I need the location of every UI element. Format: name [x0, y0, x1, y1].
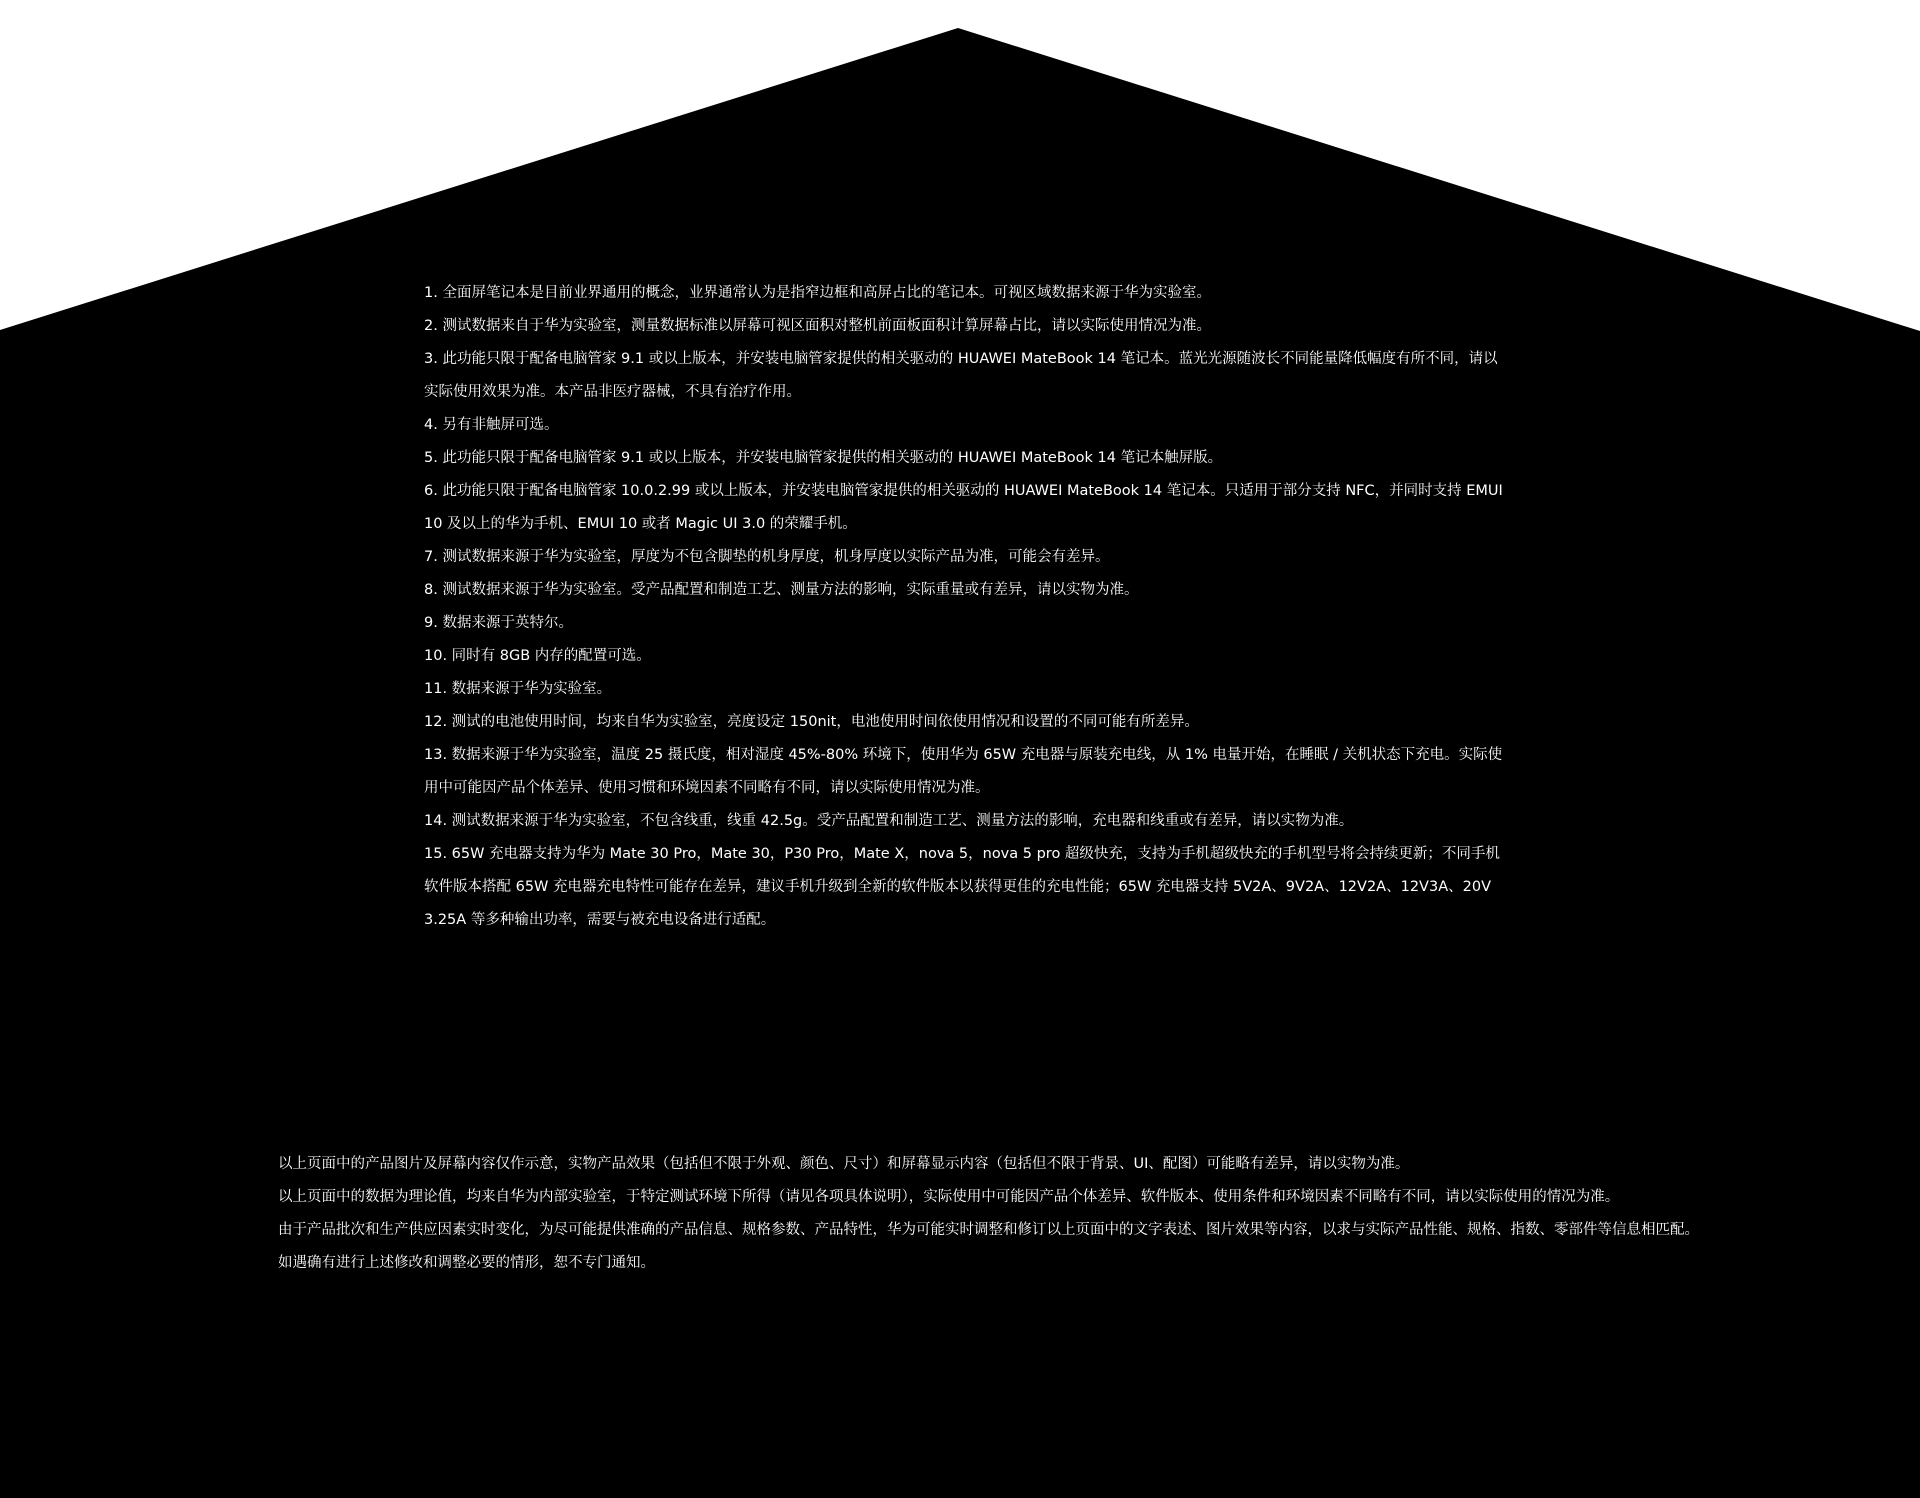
footnote-item: 14. 测试数据来源于华为实验室，不包含线重，线重 42.5g。受产品配置和制造工艺、测量方法的影响，充电器和线重或有差异，请以实物为准。	[424, 813, 1354, 829]
footnote-item: 5. 此功能只限于配备电脑管家 9.1 或以上版本，并安装电脑管家提供的相关驱动的 HUAWEI MateBook 14 笔记本触屏版。	[424, 450, 1223, 466]
footnote-item: 4. 另有非触屏可选。	[424, 417, 559, 433]
footnote-item: 1. 全面屏笔记本是目前业界通用的概念，业界通常认为是指窄边框和高屏占比的笔记本。可视区域数据来源于华为实验室。	[424, 285, 1211, 301]
footnote-item: 7. 测试数据来源于华为实验室，厚度为不包含脚垫的机身厚度，机身厚度以实际产品为准，可能会有差异。	[424, 549, 1110, 565]
disclaimer-line: 如遇确有进行上述修改和调整必要的情形，恕不专门通知。	[278, 1255, 655, 1271]
disclaimer-block	[278, 1148, 1699, 1280]
footnotes-list	[424, 277, 1504, 937]
footnote-item: 8. 测试数据来源于华为实验室。受产品配置和制造工艺、测量方法的影响，实际重量或有差异，请以实物为准。	[424, 582, 1139, 598]
disclaimer-line: 以上页面中的数据为理论值，均来自华为内部实验室，于特定测试环境下所得（请见各项具体说明），实际使用中可能因产品个体差异、软件版本、使用条件和环境因素不同略有不同，请以实际使用的情况为准。	[278, 1189, 1620, 1205]
footnote-item: 3. 此功能只限于配备电脑管家 9.1 或以上版本，并安装电脑管家提供的相关驱动的 HUAWEI MateBook 14 笔记本。蓝光光源随波长不同能量降低幅度有所不同，请以实际使用效果为准。本产品非医疗器械，不具有治疗作用。	[424, 351, 1498, 400]
footnote-item: 15. 65W 充电器支持为华为 Mate 30 Pro，Mate 30，P30 Pro，Mate X，nova 5，nova 5 pro 超级快充，支持为手机超级快充的手机型号将会持续更新；不同手机软件版本搭配 65W 充电器充电特性可能存在差异，建议手机升级到全新的软件版本以获得更佳的充电性能；65W 充电器支持 5V2A、9V2A、12V2A、12V3A、20V3.25A 等多种输出功率，需要与被充电设备进行适配。	[424, 846, 1500, 928]
footnote-item: 10. 同时有 8GB 内存的配置可选。	[424, 648, 651, 664]
disclaimer-line: 由于产品批次和生产供应因素实时变化，为尽可能提供准确的产品信息、规格参数、产品特性，华为可能实时调整和修订以上页面中的文字表述、图片效果等内容，以求与实际产品性能、规格、指数、零部件等信息相匹配。	[278, 1222, 1699, 1238]
footnote-item: 9. 数据来源于英特尔。	[424, 615, 573, 631]
footnote-item: 13. 数据来源于华为实验室，温度 25 摄氏度，相对湿度 45%-80% 环境下，使用华为 65W 充电器与原装充电线，从 1% 电量开始，在睡眠 / 关机状态下充电。实际使用中可能因产品个体差异、使用习惯和环境因素不同略有不同，请以实际使用情况为准。	[424, 747, 1503, 796]
footnote-item: 2. 测试数据来自于华为实验室，测量数据标准以屏幕可视区面积对整机前面板面积计算屏幕占比，请以实际使用情况为准。	[424, 318, 1211, 334]
footnote-item: 11. 数据来源于华为实验室。	[424, 681, 612, 697]
footnote-item: 12. 测试的电池使用时间，均来自华为实验室，亮度设定 150nit，电池使用时间依使用情况和设置的不同可能有所差异。	[424, 714, 1199, 730]
footnote-item: 6. 此功能只限于配备电脑管家 10.0.2.99 或以上版本，并安装电脑管家提供的相关驱动的 HUAWEI MateBook 14 笔记本。只适用于部分支持 NFC，并同时支持 EMUI 10 及以上的华为手机、EMUI 10 或者 Magic UI 3.0 的荣耀手机。	[424, 483, 1503, 532]
disclaimer-line: 以上页面中的产品图片及屏幕内容仅作示意，实物产品效果（包括但不限于外观、颜色、尺寸）和屏幕显示内容（包括但不限于背景、UI、配图）可能略有差异，请以实物为准。	[278, 1156, 1410, 1172]
